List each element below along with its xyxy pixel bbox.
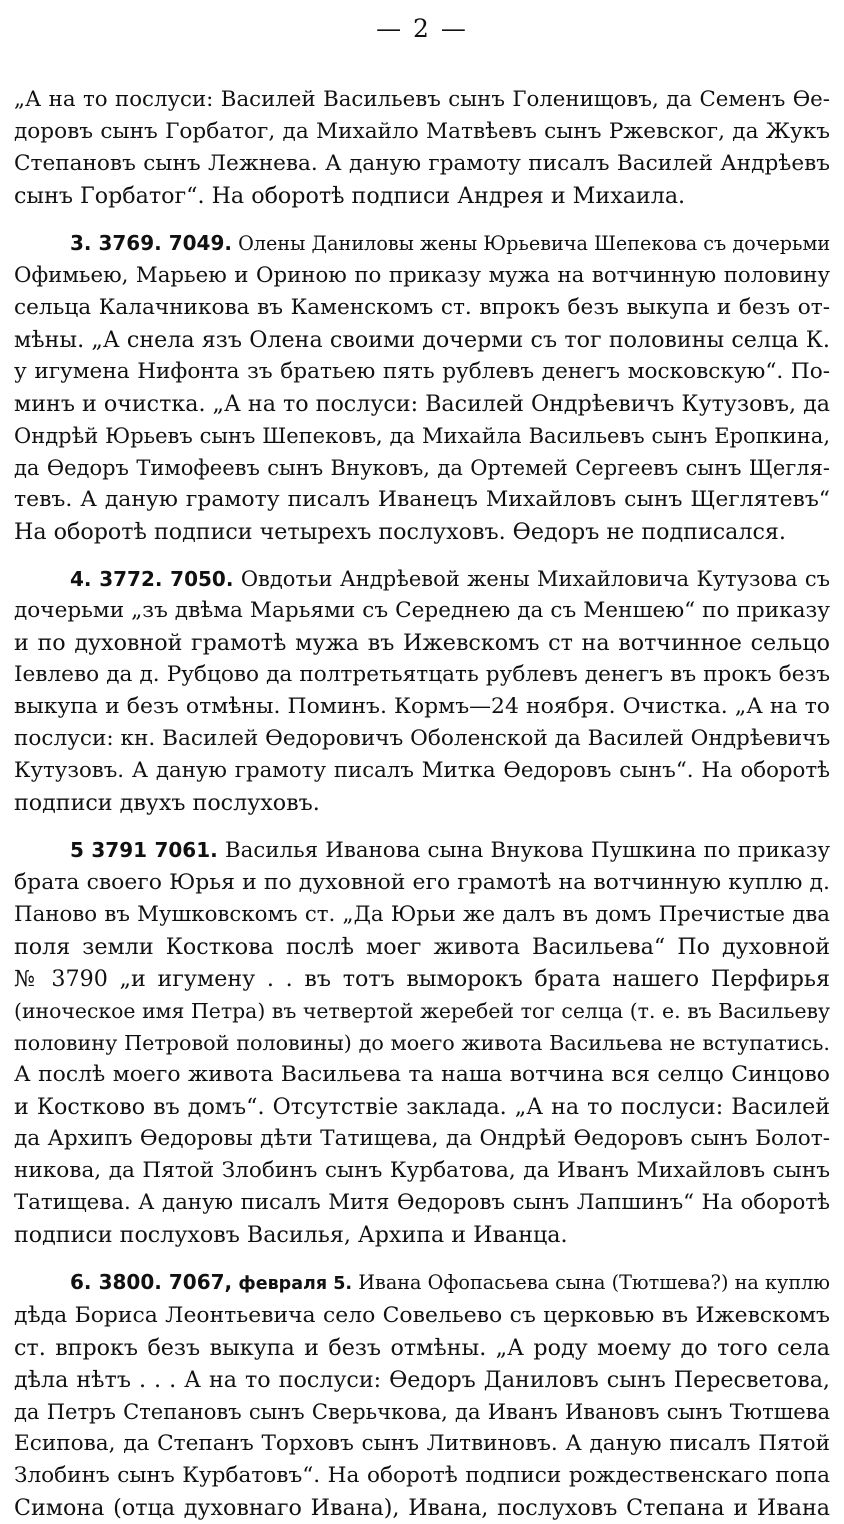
entry-5 xyxy=(14,834,830,1251)
text-line: и по духовной грамотѣ мужа въ Ижевскомъ ст на вотчинное сельцо xyxy=(14,630,830,656)
text-line: тевъ. А даную грамоту писалъ Иванецъ Михайловъ сынъ Щеглятевъ“ xyxy=(14,487,830,512)
text-line: доровъ сынъ Горбатог, да Михайло Матвѣевъ сынъ Ржевског, да Жукъ xyxy=(14,119,830,144)
text-line: да Петръ Степановъ сынъ Сверьчкова, да Иванъ Ивановъ сынъ Тютшева xyxy=(14,1400,830,1424)
text-line: минъ и очистка. „А на то послуси: Василей Ондрѣевичъ Кутузовъ, да xyxy=(14,391,830,417)
text-line: и Костково въ домъ“. Отсутствіе заклада. „А на то послуси: Василей xyxy=(14,1094,830,1120)
paragraph-witnesses-intro xyxy=(14,84,830,212)
text-line: дѣда Бориса Леонтьевича село Совельево съ церковью въ Ижевскомъ xyxy=(14,1303,830,1328)
text-line: Кутузовъ. А даную грамоту писалъ Митка Ѳедоровъ сынъ“. На оборотѣ xyxy=(14,758,830,783)
text-line: у игумена Нифонта зъ братьею пять рублевъ денегъ московскую“. По- xyxy=(14,359,830,384)
entry-3 xyxy=(14,227,830,548)
text-line: Ондрѣй Юрьевъ сынъ Шепековъ, да Михайла Васильевъ сынъ Еропкина, xyxy=(14,424,830,448)
text-line: дочерьми „зъ двѣма Марьями съ Середнею да съ Меншею“ по приказу xyxy=(14,598,830,623)
text-line: Симона (отца духовнаго Ивана), Ивана, послуховъ Степана и Ивана xyxy=(14,1495,830,1521)
text-line: Паново въ Мушковскомъ ст. „Да Юрьи же далъ въ домъ Пречистые два xyxy=(14,902,830,927)
text-line: никова, да Пятой Злобинъ сынъ Курбатова, да Иванъ Михайловъ сынъ xyxy=(14,1158,830,1183)
text-line: подписи послуховъ Василья, Архипа и Иванца. xyxy=(14,1222,568,1248)
text-line: 6. 3800. 7067, февраля 5. Ивана Офопасьева сына (Тютшева?) на куплю xyxy=(70,1270,830,1294)
entry-date: февраля 5. xyxy=(238,1274,353,1294)
entry-reference: 6. 3800. 7067, xyxy=(70,1270,233,1294)
entry-reference: 4. 3772. 7050. xyxy=(70,567,234,591)
text-line: 4. 3772. 7050. Овдотьи Андрѣевой жены Михайловича Кутузова съ xyxy=(70,567,830,591)
entry-4 xyxy=(14,563,830,819)
text-line: Степановъ сынъ Лежнева. А даную грамоту писалъ Василей Андрѣевъ xyxy=(14,151,830,176)
text-line: Злобинъ сынъ Курбатовъ“. На оборотѣ подписи рождественскаго попа xyxy=(14,1463,830,1488)
entry-reference: 5 3791 7061. xyxy=(70,838,218,862)
text-line: дѣла нѣтъ . . . А на то послуси: Ѳедоръ Даниловъ сынъ Пересветова, xyxy=(14,1367,830,1393)
text-line: А послѣ моего живота Васильева та наша вотчина вся селцо Синцово xyxy=(14,1062,830,1087)
text-line: выкупа и безъ отмѣны. Поминъ. Кормъ—24 ноября. Очистка. „А на то xyxy=(14,694,830,719)
document-page xyxy=(14,14,830,1524)
text-line: ст. впрокъ безъ выкупа и безъ отмѣны. „А роду моему до того села xyxy=(14,1335,830,1361)
text-line: „А на то послуси: Василей Васильевъ сынъ Голенищовъ, да Семенъ Ѳе- xyxy=(14,87,830,112)
text-line: № 3790 „и игумену . . въ тотъ выморокъ брата нашего Перфирья xyxy=(14,966,830,992)
text-line: 3. 3769. 7049. Олены Даниловы жены Юрьевича Шепекова съ дочерьми xyxy=(70,231,830,255)
text-line: поля земли Косткова послѣ моег живота Васильева“ По духовной xyxy=(14,934,830,960)
entry-6 xyxy=(14,1266,830,1524)
text-line: Татищева. А даную писалъ Митя Ѳедоровъ сынъ Лапшинъ“ На оборотѣ xyxy=(14,1190,830,1215)
text-line: сынъ Горбатог“. На оборотѣ подписи Андрея и Михаила. xyxy=(14,183,686,209)
text-line: 5 3791 7061. Василья Иванова сына Внукова Пушкина по приказу xyxy=(70,838,830,863)
text-line: (иноческое имя Петра) въ четвертой жеребей тог селца (т. е. въ Васильеву xyxy=(14,999,830,1023)
text-line: да Ѳедоръ Тимофеевъ сынъ Внуковъ, да Ортемей Сергеевъ сынъ Щегля- xyxy=(14,456,830,480)
text-line: Іевлево да д. Рубцово да полтретьятцать рублевъ денегъ въ прокъ безъ xyxy=(14,662,830,687)
text-line: На оборотѣ подписи четырехъ послуховъ. Ѳедоръ не подписался. xyxy=(14,519,786,545)
text-line: подписи двухъ послуховъ. xyxy=(14,790,320,816)
entry-reference: 3. 3769. 7049. xyxy=(70,231,232,255)
text-line: брата своего Юрья и по духовной его грамотѣ на вотчинную куплю д. xyxy=(14,870,830,895)
text-line: послуси: кн. Василей Ѳедоровичъ Оболенской да Василей Ондрѣевичъ xyxy=(14,726,830,751)
text-line: да Архипъ Ѳедоровы дѣти Татищева, да Ондрѣй Ѳедоровъ сынъ Болот- xyxy=(14,1126,830,1151)
page-number: — 2 — xyxy=(376,14,468,43)
text-line: Офимьею, Марьею и Ориною по приказу мужа на вотчинную половину xyxy=(14,263,830,288)
text-line: сельца Калачникова въ Каменскомъ ст. впрокъ безъ выкупа и безъ от- xyxy=(14,295,830,320)
text-line: мѣны. „А снела язъ Олена своими дочерми съ тог половины селца К. xyxy=(14,327,830,353)
text-line: половину Петровой половины) до моего живота Васильева не вступатись. xyxy=(14,1031,830,1055)
text-line: Есипова, да Степанъ Торховъ сынъ Литвиновъ. А даную писалъ Пятой xyxy=(14,1431,830,1456)
